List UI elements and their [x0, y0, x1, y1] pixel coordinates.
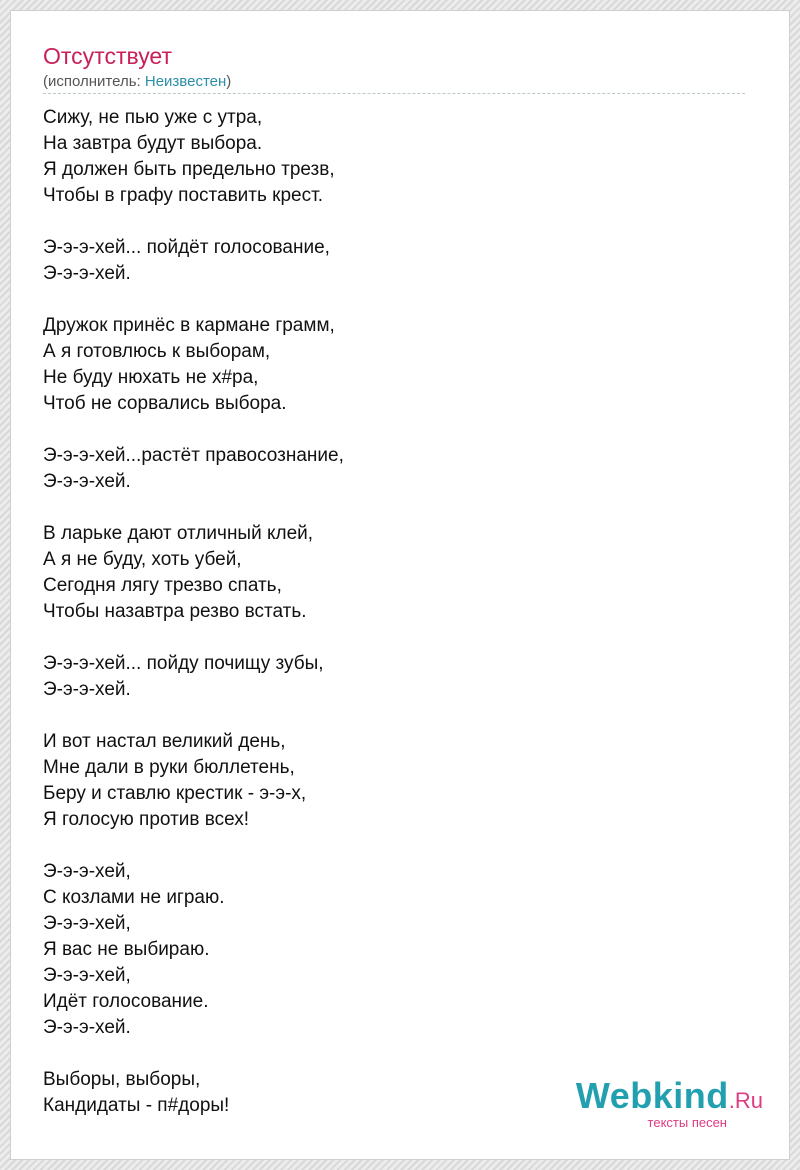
stanza-gap [43, 1041, 743, 1067]
stanza-gap [43, 703, 743, 729]
lyrics-line: В ларьке дают отличный клей, [43, 523, 314, 544]
stanza-gap [43, 495, 743, 521]
artist-line [43, 73, 231, 91]
stanza-gap [43, 417, 743, 443]
lyrics-line: Беру и ставлю крестик - э-э-х, [43, 783, 307, 804]
logo-wordmark [575, 1075, 763, 1119]
lyrics-line: Э-э-э-хей, [43, 861, 131, 882]
lyrics-line: Дружок принёс в кармане грамм, [43, 315, 335, 336]
lyrics-line: Выборы, выборы, [43, 1069, 201, 1090]
lyrics-line: Э-э-э-хей. [43, 679, 131, 700]
lyrics-line: Э-э-э-хей. [43, 263, 131, 284]
lyrics-line: И вот настал великий день, [43, 731, 286, 752]
lyrics-body [43, 105, 743, 1119]
lyrics-line: На завтра будут выбора. [43, 133, 263, 154]
lyrics-line: Э-э-э-хей... пойду почищу зубы, [43, 653, 324, 674]
lyrics-line: Чтобы в графу поставить крест. [43, 185, 323, 206]
lyrics-line: Не буду нюхать не х#ра, [43, 367, 259, 388]
title-divider [43, 93, 745, 94]
lyrics-line: Э-э-э-хей, [43, 913, 131, 934]
lyrics-line: Э-э-э-хей...растёт правосознание, [43, 445, 344, 466]
artist-prefix: (исполнитель: [43, 73, 145, 90]
lyrics-line: А я готовлюсь к выборам, [43, 341, 271, 362]
logo-tagline: тексты песен [647, 1115, 727, 1130]
logo-name: Webkind [575, 1075, 729, 1116]
stanza-gap [43, 833, 743, 859]
lyrics-card [10, 10, 790, 1160]
lyrics-line: Я голосую против всех! [43, 809, 250, 830]
stanza-gap [43, 287, 743, 313]
stanza-gap [43, 209, 743, 235]
artist-link[interactable]: Неизвестен [144, 73, 227, 90]
lyrics-line: Чтоб не сорвались выбора. [43, 393, 287, 414]
lyrics-line: С козлами не играю. [43, 887, 225, 908]
lyrics-line: Э-э-э-хей, [43, 965, 131, 986]
lyrics-line: Я вас не выбираю. [43, 939, 210, 960]
artist-suffix: ) [226, 73, 232, 90]
lyrics-line: Э-э-э-хей. [43, 1017, 131, 1038]
lyrics-line: Мне дали в руки бюллетень, [43, 757, 295, 778]
logo-tld: .Ru [728, 1088, 763, 1113]
lyrics-line: Кандидаты - п#доры! [43, 1095, 230, 1116]
lyrics-line: Сижу, не пью уже с утра, [43, 107, 263, 128]
lyrics-line: Чтобы назавтра резво встать. [43, 601, 307, 622]
lyrics-line: Э-э-э-хей... пойдёт голосование, [43, 237, 330, 258]
song-title: Отсутствует [43, 43, 172, 69]
stanza-gap [43, 625, 743, 651]
site-logo[interactable] [575, 1075, 763, 1130]
lyrics-line: Э-э-э-хей. [43, 471, 131, 492]
lyrics-line: Я должен быть предельно трезв, [43, 159, 335, 180]
lyrics-line: А я не буду, хоть убей, [43, 549, 242, 570]
lyrics-line: Сегодня лягу трезво спать, [43, 575, 282, 596]
lyrics-line: Идёт голосование. [43, 991, 209, 1012]
